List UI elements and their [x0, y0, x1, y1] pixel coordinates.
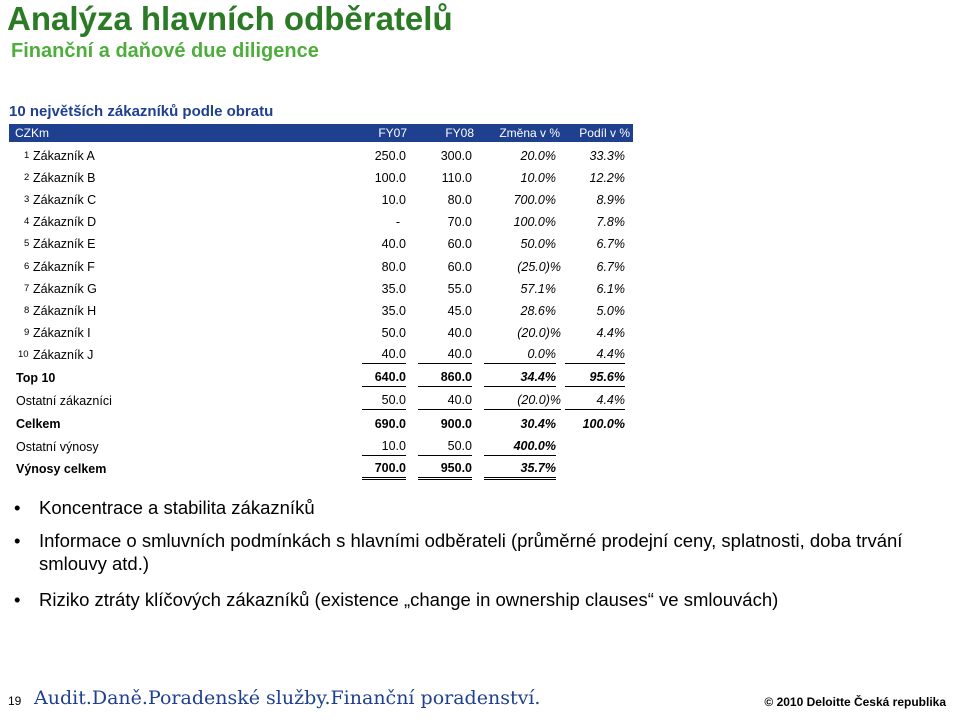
row-customer: Zákazník J: [33, 348, 94, 362]
row-fy08: 55.0: [447, 282, 472, 296]
summary-share: 4.4%: [565, 392, 625, 410]
row-index: 2: [24, 172, 30, 183]
summary-change: 35.7%: [484, 460, 556, 480]
row-share: 6.7%: [596, 260, 625, 274]
bullet-text: Informace o smluvních podmínkách s hlavními odběrateli (průměrné prodejní ceny, splatnosti, doba trvání smlouvy atd.): [39, 530, 903, 574]
table-row: [0, 190, 640, 210]
summary-fy07: 700.0: [362, 460, 406, 480]
row-index: 1: [24, 150, 30, 161]
row-customer: Zákazník B: [33, 171, 96, 185]
row-index: 6: [24, 261, 30, 272]
page-number: 19: [8, 694, 22, 708]
bullet-icon: •: [14, 530, 21, 551]
summary-fy08: 900.0: [440, 417, 472, 431]
row-fy07: 80.0: [381, 260, 406, 274]
row-fy07: 10.0: [381, 193, 406, 207]
row-fy07: 50.0: [381, 326, 406, 340]
row-fy07: -: [395, 215, 400, 229]
table-row: [0, 279, 640, 299]
row-fy07: 100.0: [374, 171, 406, 185]
summary-share: 95.6%: [565, 369, 625, 387]
header-unit: CZKm: [15, 126, 49, 140]
footer-copyright: © 2010 Deloitte Česká republika: [764, 695, 946, 709]
table-header: [9, 124, 633, 142]
table-row: [0, 234, 640, 254]
row-index: 7: [24, 283, 30, 294]
row-fy08: 60.0: [447, 260, 472, 274]
row-share: 12.2%: [589, 171, 625, 185]
row-change: (20.0)%: [517, 326, 561, 340]
row-share: 8.9%: [596, 193, 625, 207]
summary-change: 34.4%: [484, 369, 556, 387]
bullet-icon: •: [14, 497, 21, 518]
row-share: 6.7%: [596, 237, 625, 251]
summary-share: 100.0%: [582, 417, 625, 431]
row-share: 4.4%: [596, 326, 625, 340]
row-fy07: 40.0: [362, 346, 406, 364]
summary-row-other-customers: [0, 391, 640, 411]
summary-row-revenue-total: [0, 459, 640, 479]
header-fy07: FY07: [378, 126, 407, 140]
summary-label: Ostatní výnosy: [16, 440, 99, 454]
table-title: 10 největších zákazníků podle obratu: [9, 103, 274, 120]
row-customer: Zákazník I: [33, 326, 91, 340]
table-row: [0, 323, 640, 343]
table-row: [0, 146, 640, 166]
row-fy08: 80.0: [447, 193, 472, 207]
summary-fy07: 640.0: [362, 369, 406, 387]
header-change: Změna v %: [499, 126, 560, 140]
bullet-icon: •: [14, 589, 21, 610]
row-index: 5: [24, 238, 30, 249]
row-change: 0.0%: [484, 346, 556, 364]
row-change: 28.6%: [520, 304, 556, 318]
summary-fy07: 50.0: [362, 392, 406, 410]
summary-fy07: 690.0: [374, 417, 406, 431]
header-fy08: FY08: [445, 126, 474, 140]
row-customer: Zákazník E: [33, 237, 96, 251]
row-fy08: 60.0: [447, 237, 472, 251]
row-change: 57.1%: [520, 282, 556, 296]
bullet-text: Riziko ztráty klíčových zákazníků (existence „change in ownership clauses“ ve smlouvách): [39, 589, 779, 610]
row-fy08: 40.0: [418, 346, 472, 364]
row-share: 5.0%: [596, 304, 625, 318]
row-change: 700.0%: [513, 193, 556, 207]
header-share: Podíl v %: [579, 126, 630, 140]
table-row: [0, 257, 640, 277]
summary-row-total: [0, 414, 640, 434]
table-row: [0, 212, 640, 232]
table-row: [0, 345, 640, 365]
row-index: 8: [24, 305, 30, 316]
row-fy08: 70.0: [447, 215, 472, 229]
row-share: 7.8%: [596, 215, 625, 229]
row-customer: Zákazník G: [33, 282, 97, 296]
summary-fy08: 860.0: [418, 369, 472, 387]
row-share: 33.3%: [589, 149, 625, 163]
table-row: [0, 301, 640, 321]
row-fy08: 45.0: [447, 304, 472, 318]
summary-label: Top 10: [16, 371, 56, 385]
row-fy07: 40.0: [381, 237, 406, 251]
summary-label: Celkem: [16, 417, 61, 431]
summary-row-top10: [0, 368, 640, 388]
row-customer: Zákazník A: [33, 149, 95, 163]
row-index: 3: [24, 194, 30, 205]
row-index: 10: [18, 349, 29, 360]
summary-fy08: 40.0: [418, 392, 472, 410]
row-customer: Zákazník F: [33, 260, 95, 274]
summary-label: Výnosy celkem: [16, 462, 107, 476]
row-share: 4.4%: [565, 346, 625, 364]
row-fy08: 40.0: [447, 326, 472, 340]
row-change: (25.0)%: [517, 260, 561, 274]
footer-brand: Audit.Daně.Poradenské služby.Finanční poradenství.: [34, 687, 541, 709]
page-title: Analýza hlavních odběratelů: [7, 0, 453, 37]
bullet-text: Koncentrace a stabilita zákazníků: [39, 497, 315, 518]
summary-row-other-revenue: [0, 437, 640, 457]
summary-fy08: 50.0: [418, 438, 472, 456]
row-change: 100.0%: [513, 215, 556, 229]
row-fy07: 250.0: [374, 149, 406, 163]
row-customer: Zákazník D: [33, 215, 97, 229]
row-fy07: 35.0: [381, 282, 406, 296]
row-fy07: 35.0: [381, 304, 406, 318]
row-change: 20.0%: [520, 149, 556, 163]
page-subtitle: Finanční a daňové due diligence: [11, 40, 319, 62]
row-index: 4: [24, 216, 30, 227]
summary-label: Ostatní zákazníci: [16, 394, 112, 408]
row-fy08: 110.0: [441, 171, 472, 185]
summary-fy08: 950.0: [418, 460, 472, 480]
row-change: 10.0%: [520, 171, 556, 185]
table-row: [0, 168, 640, 188]
row-fy08: 300.0: [440, 149, 472, 163]
row-share: 6.1%: [596, 282, 625, 296]
summary-change: 30.4%: [520, 417, 556, 431]
row-customer: Zákazník C: [33, 193, 97, 207]
row-change: 50.0%: [520, 237, 556, 251]
row-customer: Zákazník H: [33, 304, 97, 318]
summary-change: 400.0%: [484, 438, 556, 456]
summary-fy07: 10.0: [362, 438, 406, 456]
row-index: 9: [24, 327, 30, 338]
summary-change: (20.0)%: [484, 392, 561, 410]
